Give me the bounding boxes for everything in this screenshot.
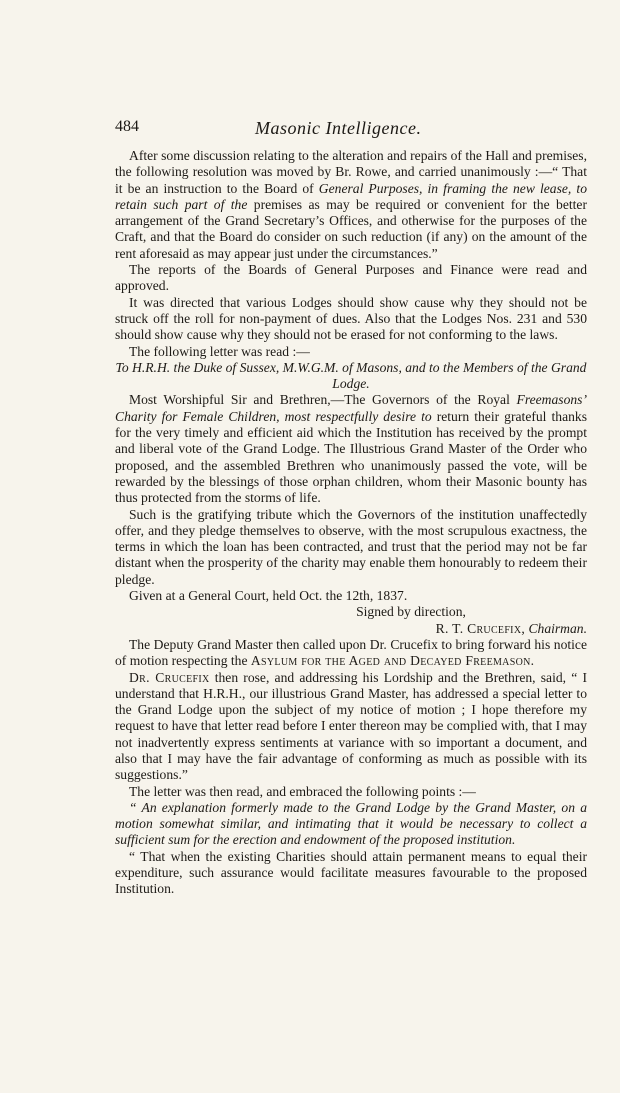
paragraph-dateline: Given at a General Court, held Oct. the 12th, 1837. [129,588,408,604]
paragraph-point-2: “ That when the existing Charities should attain permanent means to equal their expenditure, such assurance would facilitate measures favourable to the proposed Institution. [115,848,587,897]
letter-address: To H.R.H. the Duke of Sussex, M.W.G.M. of Masons, and to the Members of the Grand Lodge. [115,359,587,392]
paragraph-point-1: “ An explanation formerly made to the Grand Lodge by the Grand Master, on a motion somewhat similar, and intimating that it would be necessary to collect a sufficient sum for the erection and endowment of the proposed institution. [115,799,587,848]
asylum-title: Asylum for the Aged and Decayed Freemason. [250,653,535,669]
paragraph-reports: The reports of the Boards of General Purposes and Finance were read and approved. [115,262,587,294]
paragraph-tribute: Such is the gratifying tribute which the Governors of the institution unaffectedly offer, and they pledge themselves to observe, with the most scrupulous exactness, the terms in which the loan has been contracted, and trust that the period may not be far distant when the prosperity of the charity may enable them honourably to redeem their pledge. [115,506,587,587]
deputy-text: The Deputy Grand Master then called upon Dr. Crucefix to bring forward his notice of motion respecting the [115,636,587,669]
resolution-text-a: After some discussion relating to the alteration and repairs of the Hall and premises, the following resolution was moved by Br. Rowe, and carried unanimously :—“ That it be an instruction to the Board of [115,148,587,196]
paragraph-resolution [115,148,587,262]
signature-name: R. T. Crucefix, [435,620,526,636]
paragraph-crucefix [115,670,587,784]
speaker-name: Dr. Crucefix [129,669,210,685]
paragraph-letter-body [115,392,587,506]
letter-body-italic: Freemasons’ Charity for Female Children, most respectfully desire to [115,392,587,424]
letter-body-c: return their grateful thanks for the very timely and efficient aid which the Institution has received by the prompt and liberal vote of the Grand Lodge. The Illustrious Grand Master of the Order who proposed, and the assembled Brethren who unanimously passed the vote, will be rewarded by the blessings of those orphan children, whom their Masonic bounty has thus protected from the storms of life. [115,408,587,506]
paragraph-points-intro: The letter was then read, and embraced the following points :— [129,783,476,799]
resolution-text-italic: General Purposes, in framing the new lease, to retain such part of the [115,180,587,212]
paragraph-letter-intro: The following letter was read :— [129,343,310,359]
crucefix-speech: then rose, and addressing his Lordship and the Brethren, said, “ I understand that H.R.H., our illustrious Grand Master, has addressed a special letter to the Grand Lodge upon the subject of my notice of motion ; I hope therefore my request to have that letter read before I enter thereon may be complied with, that I may not inadvertently express sentiments at variance with so important a document, and also that I may have the fair advantage of conforming as much as possible with its suggestions.” [115,669,588,783]
signed-line: Signed by direction, [356,604,466,620]
resolution-text-c: premises as may be required or convenient for the better arrangement of the Grand Secretary’s Offices, and otherwise for the purposes of the Craft, and that the Board do consider on such reduction (if any) on the amount of the rent aforesaid as may appear just under the circumstances.” [115,196,587,261]
running-title: Masonic Intelligence. [255,118,422,138]
page-header [115,118,533,140]
body-text [115,148,587,898]
letter-body-a: Most Worshipful Sir and Brethren,—The Governors of the Royal [129,392,517,408]
signature-title: Chairman. [528,620,587,636]
paragraph-deputy [115,637,587,670]
page-number: 484 [115,118,139,135]
paragraph-lodges: It was directed that various Lodges should show cause why they should not be struck off the roll for non-payment of dues. Also that the Lodges Nos. 231 and 530 should show cause why they should not be erased for not conforming to the laws. [115,294,587,343]
signature-line [115,621,587,637]
